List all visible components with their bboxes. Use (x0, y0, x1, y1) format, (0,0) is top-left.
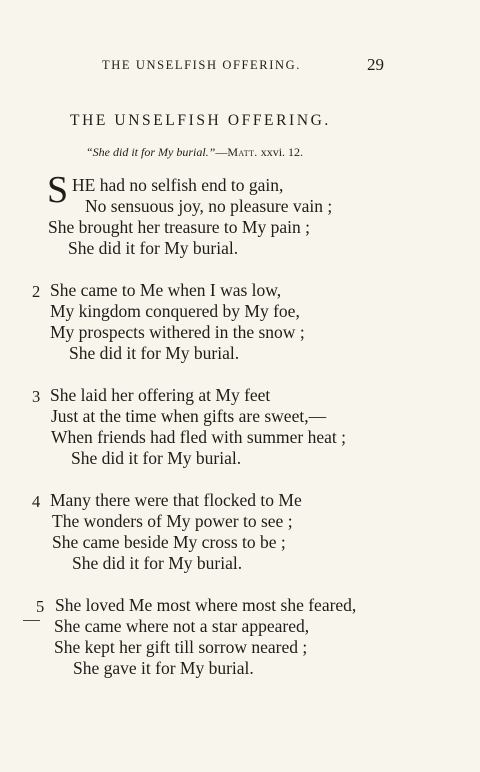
verse-line: My prospects withered in the snow ; (50, 322, 305, 342)
verse-line: She gave it for My burial. (73, 658, 254, 678)
drop-cap: S (47, 169, 69, 211)
epigraph-quote: “She did it for My burial.” (86, 145, 216, 159)
verse-line: She came beside My cross to be ; (52, 532, 286, 552)
stanza-number: 5 (36, 597, 45, 616)
verse-line: No sensuous joy, no pleasure vain ; (85, 196, 333, 216)
verse-line: She laid her offering at My feet (50, 385, 271, 405)
poem-title: THE UNSELFISH OFFERING. (70, 112, 331, 129)
verse-line: She did it for My burial. (68, 238, 239, 258)
stanza-number: 2 (32, 282, 41, 301)
verse-line: She kept her gift till sorrow neared ; (54, 637, 308, 657)
verse-line: She did it for My burial. (69, 343, 240, 363)
verse-line: HE had no selfish end to gain, (72, 175, 284, 195)
verse-line: Many there were that flocked to Me (50, 490, 302, 510)
epigraph-reference-book: Matt. (227, 145, 258, 159)
verse-line: Just at the time when gifts are sweet,— (51, 406, 327, 426)
stanza-number: 4 (32, 492, 41, 511)
epigraph-dash: — (215, 145, 228, 159)
verse-line: My kingdom conquered by My foe, (50, 301, 300, 321)
verse-line: She brought her treasure to My pain ; (48, 217, 310, 237)
verse-line: She came to Me when I was low, (50, 280, 282, 300)
page-number: 29 (367, 55, 384, 74)
verse-line: When friends had fled with summer heat ; (51, 427, 346, 447)
verse-line: She loved Me most where most she feared, (55, 595, 357, 615)
verse-line: She did it for My burial. (72, 553, 243, 573)
stanza-number: 3 (32, 387, 41, 406)
margin-rule (23, 620, 40, 621)
verse-line: She did it for My burial. (71, 448, 242, 468)
verse-line: The wonders of My power to see ; (52, 511, 293, 531)
running-head: THE UNSELFISH OFFERING. (102, 58, 301, 72)
verse-line: She came where not a star appeared, (54, 616, 310, 636)
epigraph-reference-verse: xxvi. 12. (257, 145, 304, 159)
epigraph (86, 145, 303, 160)
